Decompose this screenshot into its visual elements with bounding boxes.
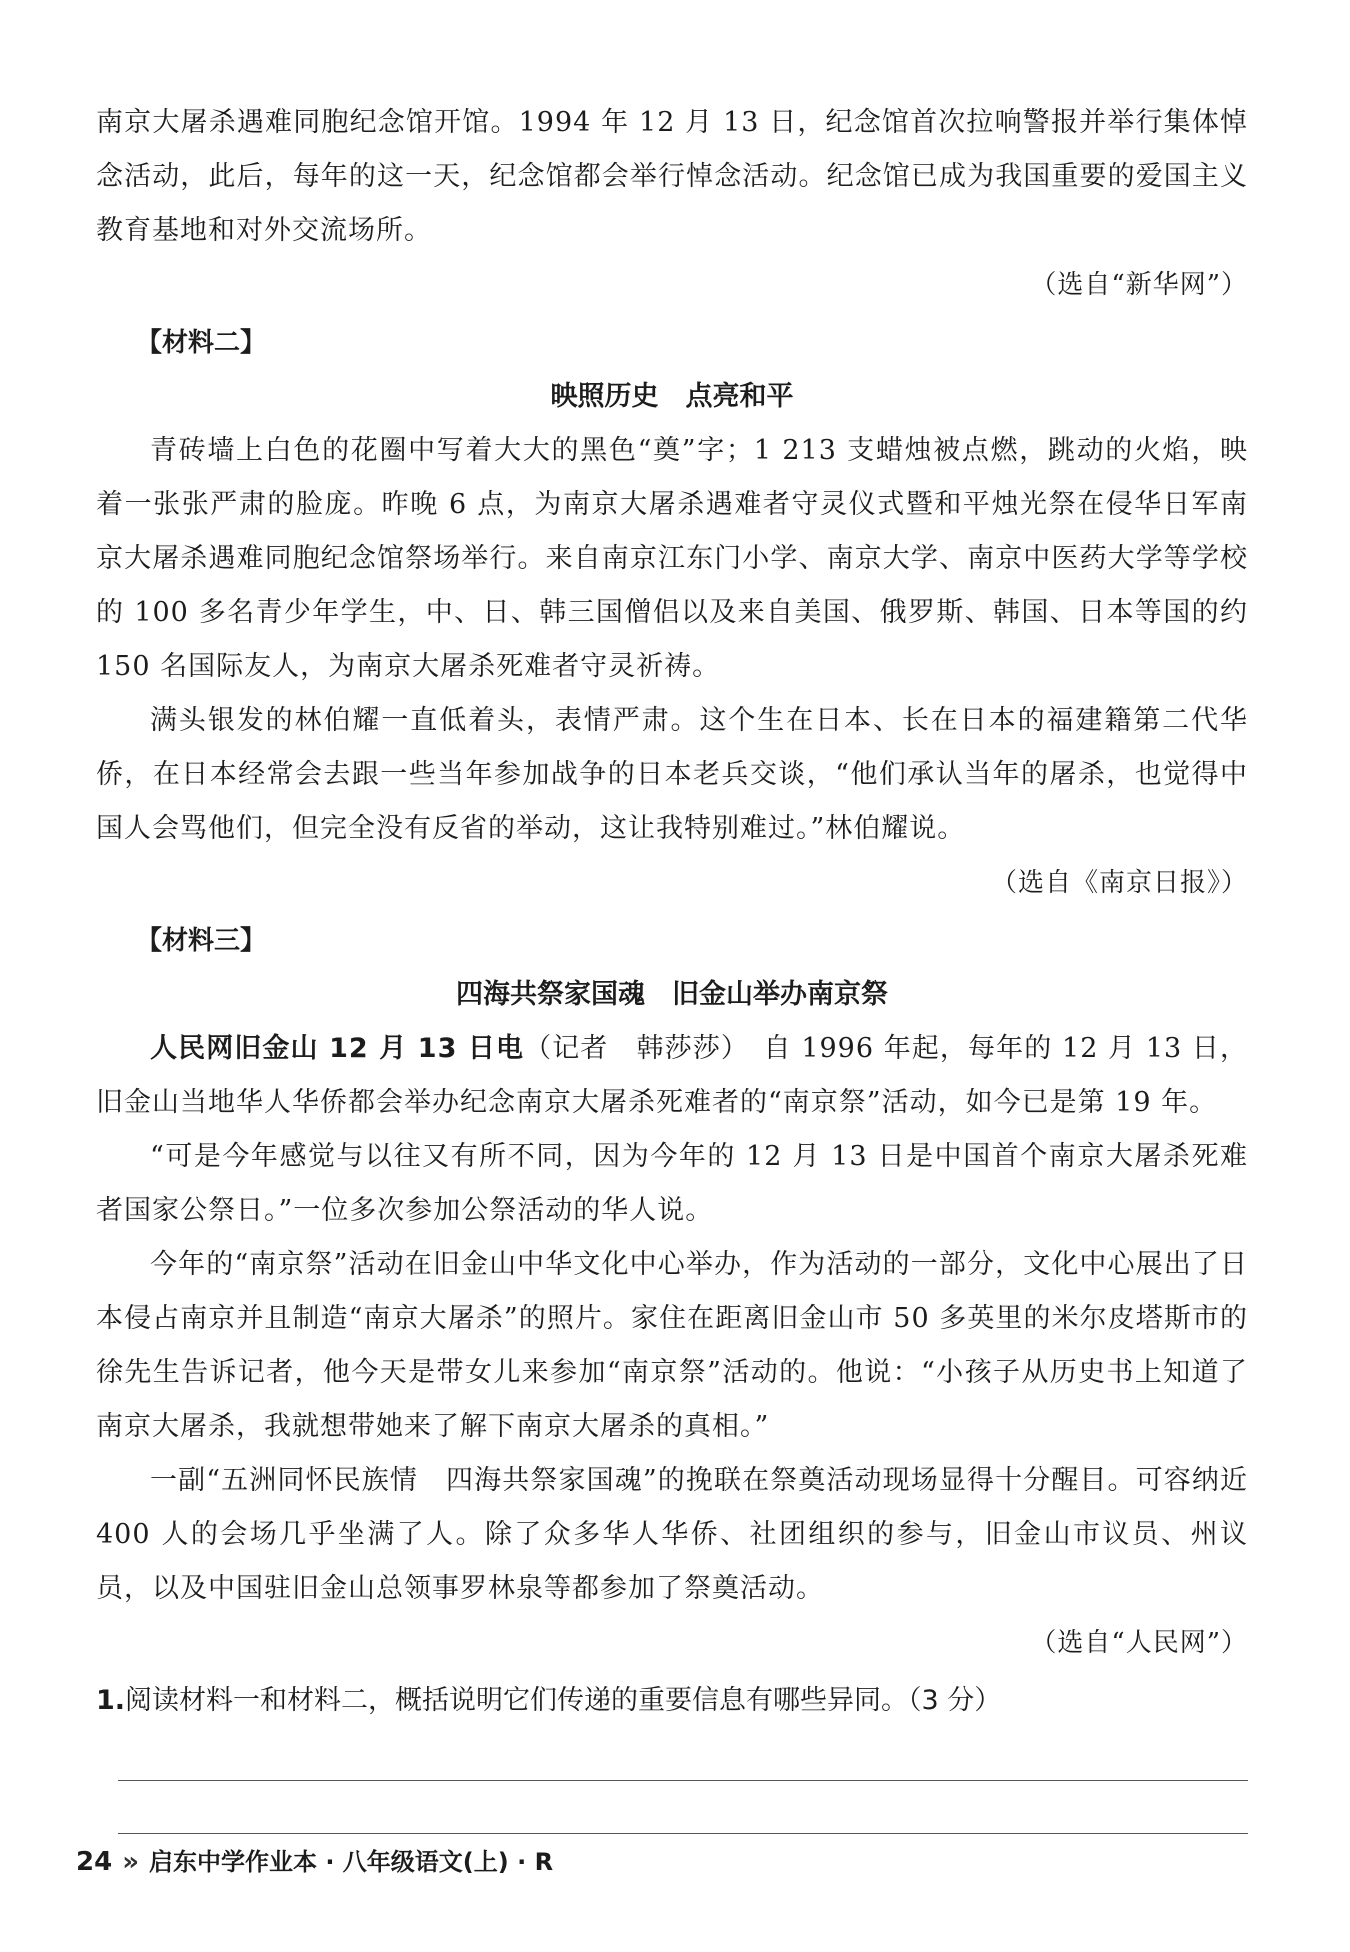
page-footer bbox=[76, 1842, 553, 1882]
material-three-paragraph-4: 一副“五洲同怀民族情 四海共祭家国魂”的挽联在祭奠活动现场显得十分醒目。可容纳近 400 人的会场几乎坐满了人。除了众多华人华侨、社团组织的参与，旧金山市议员、州议员，以及中国驻旧金山总领事罗林泉等都参加了祭奠活动。 bbox=[96, 1465, 1248, 1604]
book-title: 启东中学作业本 · 八年级语文(上) · R bbox=[148, 1848, 554, 1876]
question-text: 阅读材料一和材料二，概括说明它们传递的重要信息有哪些异同。（3 分） bbox=[125, 1685, 1002, 1716]
answer-line-2[interactable] bbox=[118, 1781, 1248, 1834]
material-one-source: （选自“新华网”） bbox=[1030, 270, 1248, 300]
answer-line-1[interactable] bbox=[118, 1728, 1248, 1781]
material-three-section bbox=[96, 914, 1248, 1670]
material-two-source: （选自《南京日报》） bbox=[990, 868, 1248, 898]
material-one-section bbox=[96, 96, 1248, 312]
material-two-section bbox=[96, 316, 1248, 910]
material-one-text: 南京大屠杀遇难同胞纪念馆开馆。1994 年 12 月 13 日，纪念馆首次拉响警报并举行集体悼念活动，此后，每年的这一天，纪念馆都会举行悼念活动。纪念馆已成为我国重要的爱国主义教育基地和对外交流场所。 bbox=[96, 107, 1248, 246]
material-three-paragraph-3: 今年的“南京祭”活动在旧金山中华文化中心举办，作为活动的一部分，文化中心展出了日本侵占南京并且制造“南京大屠杀”的照片。家住在距离旧金山市 50 多英里的米尔皮塔斯市的徐先生告诉记者，他今天是带女儿来参加“南京祭”活动的。他说：“小孩子从历史书上知道了南京大屠杀，我就想带她来了解下南京大屠杀的真相。” bbox=[96, 1249, 1248, 1442]
material-three-label: 【材料三】 bbox=[136, 926, 267, 956]
material-three-source: （选自“人民网”） bbox=[1030, 1628, 1248, 1658]
material-two-paragraph-2: 满头银发的林伯耀一直低着头，表情严肃。这个生在日本、长在日本的福建籍第二代华侨，在日本经常会去跟一些当年参加战争的日本老兵交谈，“他们承认当年的屠杀，也觉得中国人会骂他们，但完全没有反省的举动，这让我特别难过。”林伯耀说。 bbox=[96, 705, 1248, 844]
material-three-dateline: 人民网旧金山 12 月 13 日电 bbox=[150, 1033, 525, 1064]
page-number: 24 bbox=[76, 1847, 113, 1877]
material-three-title: 四海共祭家国魂 旧金山举办南京祭 bbox=[456, 979, 888, 1010]
question-section bbox=[96, 1674, 1248, 1834]
double-chevron-icon: » bbox=[122, 1847, 139, 1877]
material-three-paragraph-1 bbox=[96, 1022, 1248, 1130]
material-two-paragraph-1: 青砖墙上白色的花圈中写着大大的黑色“奠”字；1 213 支蜡烛被点燃，跳动的火焰，映着一张张严肃的脸庞。昨晚 6 点，为南京大屠杀遇难者守灵仪式暨和平烛光祭在侵华日军南京大屠杀遇难同胞纪念馆祭场举行。来自南京江东门小学、南京大学、南京中医药大学等学校的 100 多名青少年学生，中、日、韩三国僧侣以及来自美国、俄罗斯、韩国、日本等国的约 150 名国际友人，为南京大屠杀死难者守灵祈祷。 bbox=[96, 435, 1248, 682]
question-number: 1. bbox=[96, 1685, 126, 1716]
material-two-label: 【材料二】 bbox=[136, 328, 267, 358]
material-three-paragraph-2: “可是今年感觉与以往又有所不同，因为今年的 12 月 13 日是中国首个南京大屠杀死难者国家公祭日。”一位多次参加公祭活动的华人说。 bbox=[96, 1141, 1248, 1226]
page-content bbox=[96, 96, 1248, 1834]
question-1 bbox=[96, 1674, 1248, 1728]
material-three-paragraph-1-text: （记者 韩莎莎） 自 1996 年起，每年的 12 月 13 日，旧金山当地华人华侨都会举办纪念南京大屠杀死难者的“南京祭”活动，如今已是第 19 年。 bbox=[96, 1033, 1248, 1118]
material-two-title: 映照历史 点亮和平 bbox=[550, 381, 794, 412]
